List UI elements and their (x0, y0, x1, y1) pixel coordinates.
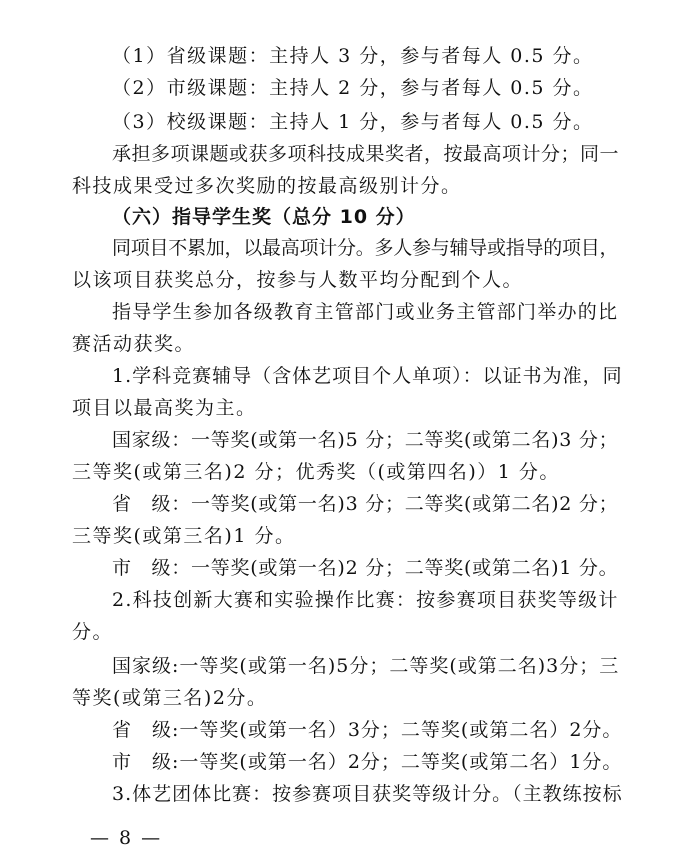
text-line: （2）市级课题：主持人 2 分，参与者每人 0.5 分。 (112, 77, 594, 99)
text-line: （1）省级课题：主持人 3 分，参与者每人 0.5 分。 (112, 45, 594, 67)
text-line: 同项目不累加，以最高项计分。多人参与辅导或指导的项目， (112, 237, 619, 259)
text-line: 三等奖(或第三名)2 分；优秀奖（(或第四名)）1 分。 (72, 461, 560, 483)
page-number: — 8 — (90, 827, 163, 849)
text-line: 1.学科竞赛辅导（含体艺项目个人单项）：以证书为准，同 (112, 365, 623, 387)
text-line: 三等奖(或第三名)1 分。 (72, 525, 296, 547)
text-line: 承担多项课题或获多项科技成果奖者，按最高项计分；同一 (112, 143, 620, 165)
text-line: 省 级：一等奖(或第一名)3 分；二等奖(或第二名)2 分； (112, 493, 619, 515)
text-line: 2.科技创新大赛和实验操作比赛：按参赛项目获奖等级计 (112, 589, 619, 611)
text-line: 赛活动获奖。 (72, 333, 196, 355)
text-line: 指导学生参加各级教育主管部门或业务主管部门举办的比 (112, 301, 619, 323)
text-line: 科技成果受过多次奖励的按最高级别计分。 (72, 175, 462, 197)
text-line: 3.体艺团体比赛：按参赛项目获奖等级计分。（主教练按标 (112, 783, 623, 805)
text-line: 市 级:一等奖(或第一名）2分；二等奖(或第二名）1分。 (112, 751, 623, 773)
section-heading: （六）指导学生奖（总分 10 分） (112, 206, 416, 228)
text-line: 项目以最高奖为主。 (72, 397, 257, 419)
text-line: 等奖(或第三名)2分。 (72, 687, 268, 709)
text-line: （3）校级课题：主持人 1 分，参与者每人 0.5 分。 (112, 111, 594, 133)
text-line: 国家级：一等奖(或第一名)5 分；二等奖(或第二名)3 分； (112, 429, 619, 451)
text-line: 国家级:一等奖(或第一名)5分；二等奖(或第二名)3分；三 (112, 655, 620, 677)
text-line: 市 级：一等奖(或第一名)2 分；二等奖(或第二名)1 分。 (112, 557, 619, 579)
text-line: 分。 (72, 621, 114, 643)
text-line: 省 级:一等奖(或第一名）3分；二等奖(或第二名）2分。 (112, 719, 623, 741)
text-line: 以该项目获奖总分，按参与人数平均分配到个人。 (72, 269, 524, 291)
